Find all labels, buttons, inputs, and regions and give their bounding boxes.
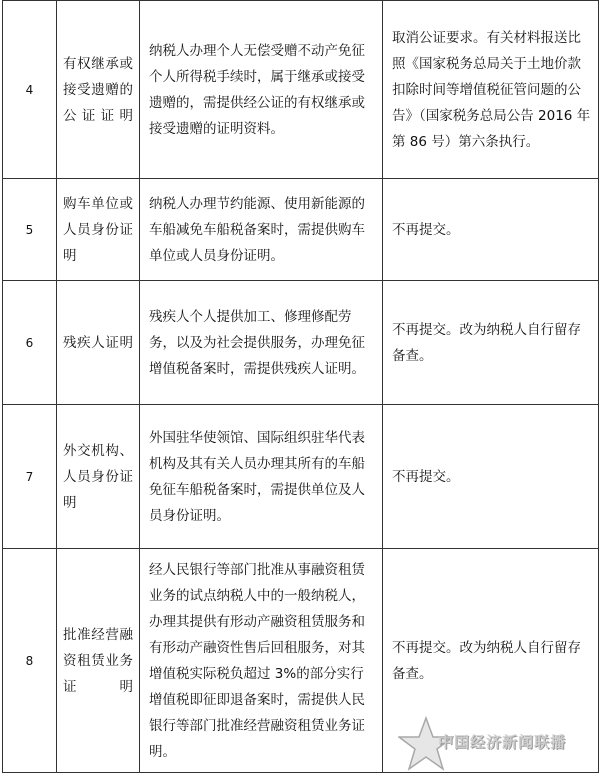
policy-text: 取消公证要求。有关材料报送比照《国家税务总局关于土地价款扣除时间等增值税征管问题的公告》（国家税务总局公告 2016 年第 86 号）第六条执行。 [383,1,599,179]
row-number: 5 [3,179,57,281]
row-number: 8 [3,549,57,773]
certificate-name: 外交机构、人员身份证明 [57,405,140,549]
requirement-text: 残疾人个人提供加工、修理修配劳务，以及为社会提供服务，办理免征增值税备案时，需提供残疾人证明。 [140,281,383,405]
table-row [3,1,599,179]
certificate-name: 批准经营融资租赁业务证明 [57,549,140,773]
table-row [3,405,599,549]
row-number: 4 [3,1,57,179]
requirement-text: 纳税人办理个人无偿受赠不动产免征个人所得税手续时，属于继承或接受遗赠的，需提供经公证的有权继承或接受遗赠的证明资料。 [140,1,383,179]
table-row [3,281,599,405]
policy-text: 不再提交。改为纳税人自行留存备查。 [383,281,599,405]
policy-text: 不再提交。改为纳税人自行留存备查。 [383,549,599,773]
table-row [3,179,599,281]
certificate-name: 残疾人证明 [57,281,140,405]
requirement-text: 外国驻华使领馆、国际组织驻华代表机构及其有关人员办理其所有的车船免征车船税备案时，需提供单位及人员身份证明。 [140,405,383,549]
certificate-name: 购车单位或人员身份证明 [57,179,140,281]
requirement-text: 纳税人办理节约能源、使用新能源的车船减免车船税备案时，需提供购车单位或人员身份证明。 [140,179,383,281]
certificate-name: 有权继承或接受遗赠的公证证明 [57,1,140,179]
policy-text: 不再提交。 [383,405,599,549]
requirement-text: 经人民银行等部门批准从事融资租赁业务的试点纳税人中的一般纳税人，办理其提供有形动产融资租赁服务和有形动产融资性售后回租服务，对其增值税实际税负超过 3%的部分实行增值税即征即退备案时，需提供人民银行等部门批准经营融资租赁业务证明。 [140,549,383,773]
certificate-table [2,0,599,773]
row-number: 7 [3,405,57,549]
watermark [398,716,598,772]
watermark-text: 中国经济新闻联播 [438,733,567,751]
row-number: 6 [3,281,57,405]
policy-text: 不再提交。 [383,179,599,281]
